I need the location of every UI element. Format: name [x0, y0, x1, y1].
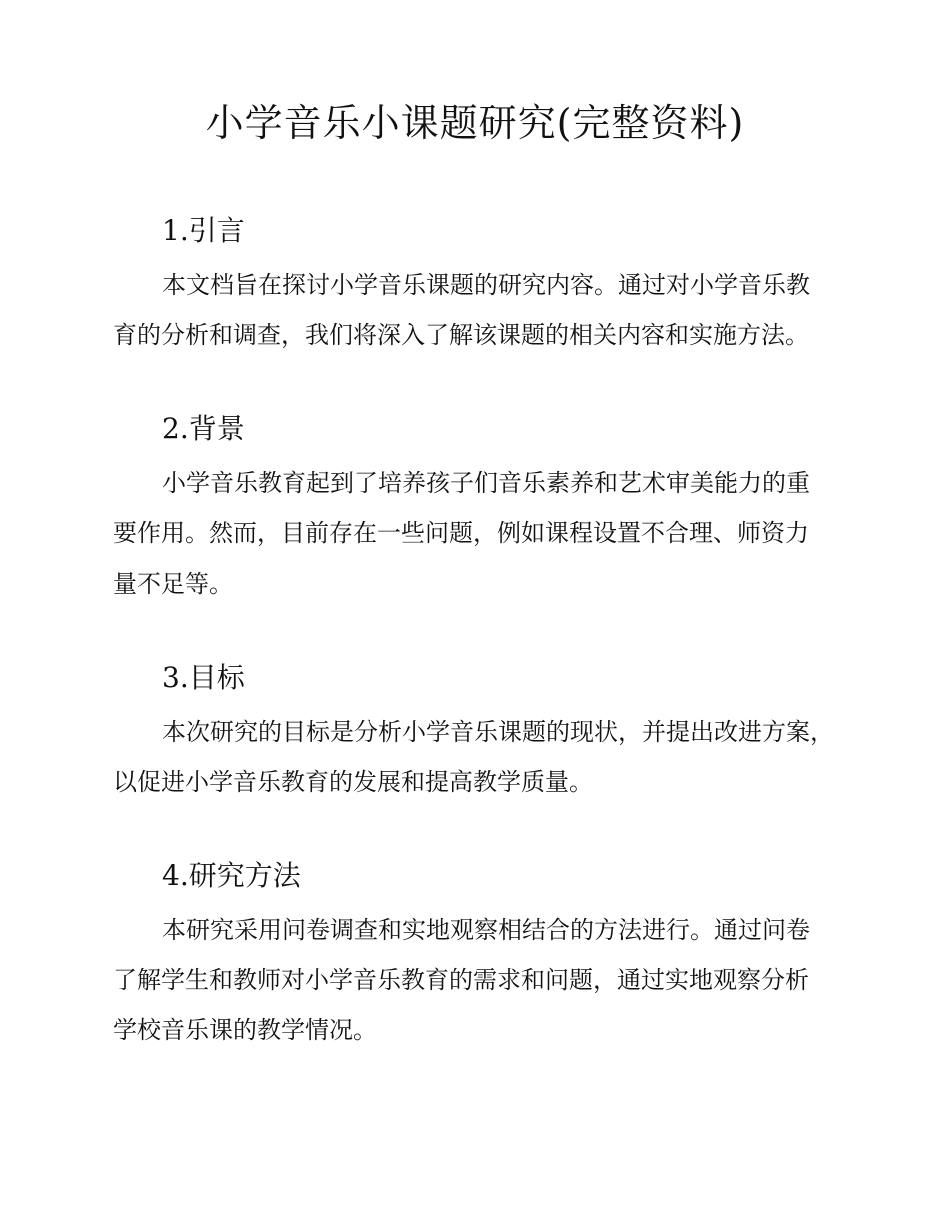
paragraph-line: 本研究采用问卷调查和实地观察相结合的方法进行。通过问卷	[162, 916, 810, 944]
section-heading-goals: 3.目标	[162, 661, 245, 694]
section-heading-background: 2.背景	[162, 412, 245, 445]
paragraph-line: 了解学生和教师对小学音乐教育的需求和问题，通过实地观察分析	[113, 966, 809, 994]
paragraph-line: 本次研究的目标是分析小学音乐课题的现状，并提出改进方案，	[162, 718, 834, 746]
paragraph-line: 小学音乐教育起到了培养孩子们音乐素养和艺术审美能力的重	[162, 469, 810, 497]
paragraph-line: 量不足等。	[113, 570, 233, 598]
paragraph-line: 学校音乐课的教学情况。	[113, 1016, 377, 1044]
section-heading-methods: 4.研究方法	[162, 859, 301, 892]
section-heading-introduction: 1.引言	[162, 214, 245, 247]
paragraph-line: 育的分析和调查，我们将深入了解该课题的相关内容和实施方法。	[113, 321, 809, 349]
paragraph-line: 本文档旨在探讨小学音乐课题的研究内容。通过对小学音乐教	[162, 271, 810, 299]
document-title: 小学音乐小课题研究(完整资料)	[205, 101, 745, 145]
paragraph-line: 要作用。然而，目前存在一些问题，例如课程设置不合理、师资力	[113, 519, 809, 547]
paragraph-line: 以促进小学音乐教育的发展和提高教学质量。	[113, 768, 593, 796]
